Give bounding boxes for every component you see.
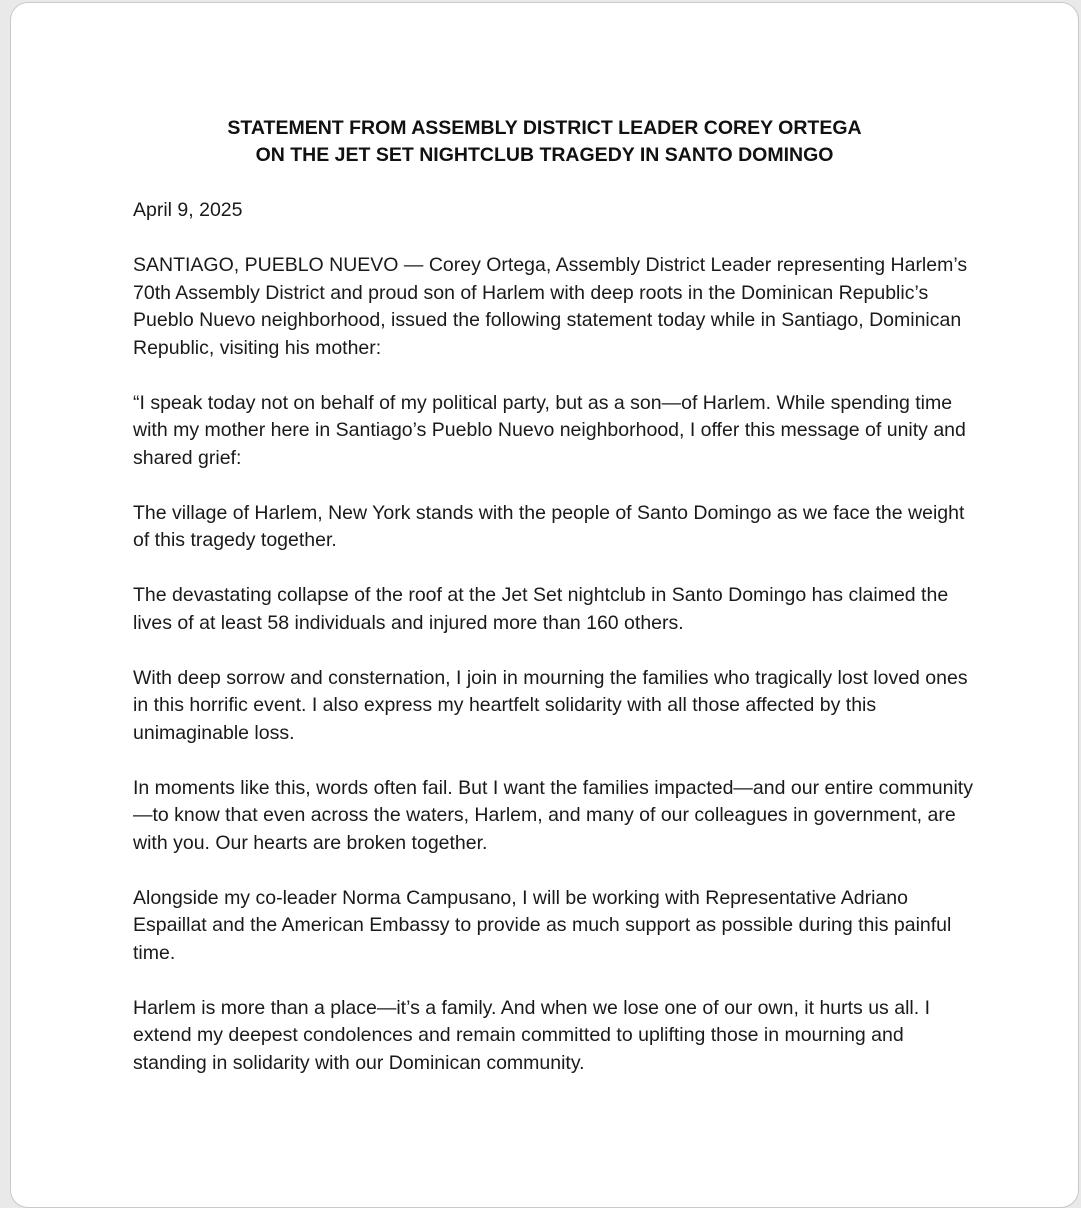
statement-date: April 9, 2025 <box>133 199 243 221</box>
paragraph-words-fail: In moments like this, words often fail. But I want the families impacted—and our entire community—to know that even across the waters, Harlem, and many of our colleagues in government, are with you. Our hearts are broken together. <box>133 776 973 854</box>
title-line-2: ON THE JET SET NIGHTCLUB TRAGEDY IN SANTO DOMINGO <box>255 144 834 166</box>
title-line-1: STATEMENT FROM ASSEMBLY DISTRICT LEADER COREY ORTEGA <box>227 117 862 139</box>
paragraph-family: Harlem is more than a place—it’s a family. And when we lose one of our own, it hurts us all. I extend my deepest condolences and remain committed to uplifting those in mourning and standing in solidarity with our Dominican community. <box>133 996 930 1074</box>
paragraph-dateline: SANTIAGO, PUEBLO NUEVO — Corey Ortega, Assembly District Leader representing Harlem’s 70th Assembly District and proud son of Harlem with deep roots in the Dominican Republic’s Pueblo Nuevo neighborhood, issued the following statement today while in Santiago, Dominican Republic, visiting his mother: <box>133 254 968 359</box>
statement-body <box>133 197 973 1105</box>
paragraph-quote-intro: “I speak today not on behalf of my political party, but as a son—of Harlem. While spending time with my mother here in Santiago’s Pueblo Nuevo neighborhood, I offer this message of unity and shared grief: <box>133 391 966 469</box>
document-page <box>10 2 1079 1208</box>
paragraph-mourning: With deep sorrow and consternation, I join in mourning the families who tragically lost loved ones in this horrific event. I also express my heartfelt solidarity with all those affected by this unimaginable loss. <box>133 666 968 744</box>
paragraph-collapse: The devastating collapse of the roof at the Jet Set nightclub in Santo Domingo has claimed the lives of at least 58 individuals and injured more than 160 others. <box>133 584 949 634</box>
paragraph-support: Alongside my co-leader Norma Campusano, I will be working with Representative Adriano Espaillat and the American Embassy to provide as much support as possible during this painful time. <box>133 886 952 964</box>
paragraph-harlem-stands: The village of Harlem, New York stands with the people of Santo Domingo as we face the weight of this tragedy together. <box>133 501 965 551</box>
statement-title <box>11 115 1078 169</box>
